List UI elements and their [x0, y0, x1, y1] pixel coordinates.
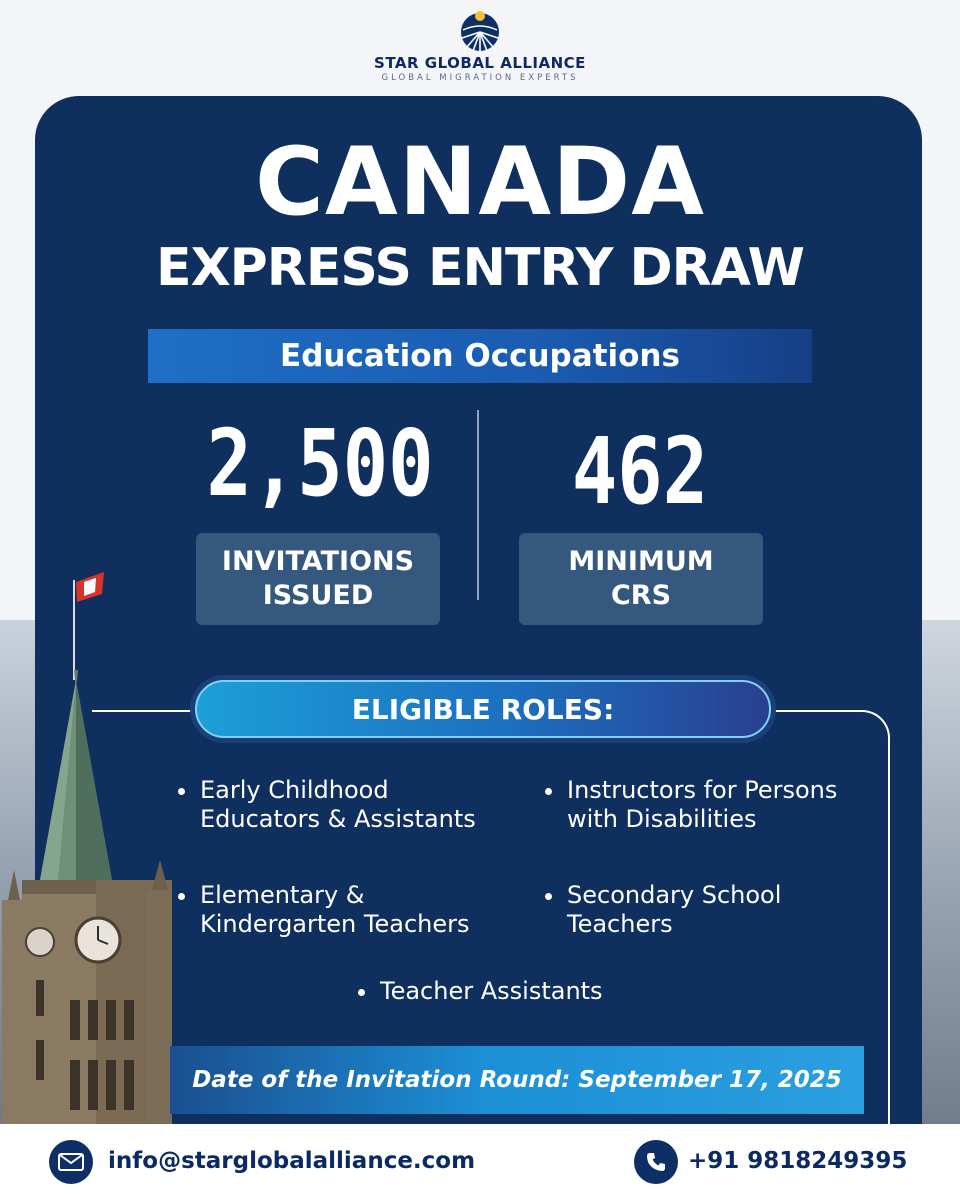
- contact-email[interactable]: info@starglobalalliance.com: [108, 1148, 476, 1174]
- brand-tagline: GLOBAL MIGRATION EXPERTS: [381, 73, 579, 83]
- crs-label-line1: MINIMUM: [568, 546, 714, 578]
- contact-phone[interactable]: +91 9818249395: [688, 1148, 908, 1174]
- role-line: Teacher Assistants: [380, 977, 603, 1005]
- category-label: Education Occupations: [280, 338, 680, 374]
- role-line: Secondary School: [567, 881, 782, 909]
- invitations-label-box: [196, 533, 440, 625]
- role-item: [543, 776, 837, 834]
- role-line: Early Childhood: [200, 776, 389, 804]
- stats-divider: [477, 410, 479, 600]
- crs-label-line2: CRS: [610, 580, 672, 611]
- role-line: Teachers: [567, 910, 673, 938]
- page-title: CANADA: [255, 128, 705, 237]
- eligible-roles-pill-inner: [195, 680, 771, 738]
- crs-value: 462: [571, 418, 709, 525]
- eligible-roles-heading: ELIGIBLE ROLES:: [351, 692, 615, 726]
- role-line: Kindergarten Teachers: [200, 910, 470, 938]
- role-line: with Disabilities: [567, 805, 757, 833]
- invitations-label-line1: INVITATIONS: [221, 546, 415, 578]
- role-line: Elementary &: [200, 881, 365, 909]
- envelope-icon: [49, 1140, 93, 1184]
- role-item: [543, 881, 781, 939]
- invitation-date: Date of the Invitation Round: September 17, 2025: [192, 1067, 842, 1093]
- role-item: [176, 776, 476, 834]
- brand-name: STAR GLOBAL ALLIANCE: [374, 54, 586, 72]
- roles-frame-left-line: [92, 710, 122, 712]
- page-subtitle: EXPRESS ENTRY DRAW: [156, 238, 804, 298]
- crs-label-box: [519, 533, 763, 625]
- eligible-roles-pill: [190, 675, 776, 743]
- category-banner: [148, 329, 812, 383]
- invitations-label-line2: ISSUED: [262, 580, 374, 611]
- brand-logo: [0, 8, 960, 83]
- role-line: Educators & Assistants: [200, 805, 476, 833]
- phone-icon: [634, 1140, 678, 1184]
- role-line: Instructors for Persons: [567, 776, 838, 804]
- role-item: [176, 881, 469, 939]
- invitation-date-banner: [170, 1046, 864, 1114]
- role-item: [356, 977, 603, 1006]
- invitations-value: 2,500: [206, 410, 434, 517]
- star-globe-logo-icon: [454, 8, 506, 52]
